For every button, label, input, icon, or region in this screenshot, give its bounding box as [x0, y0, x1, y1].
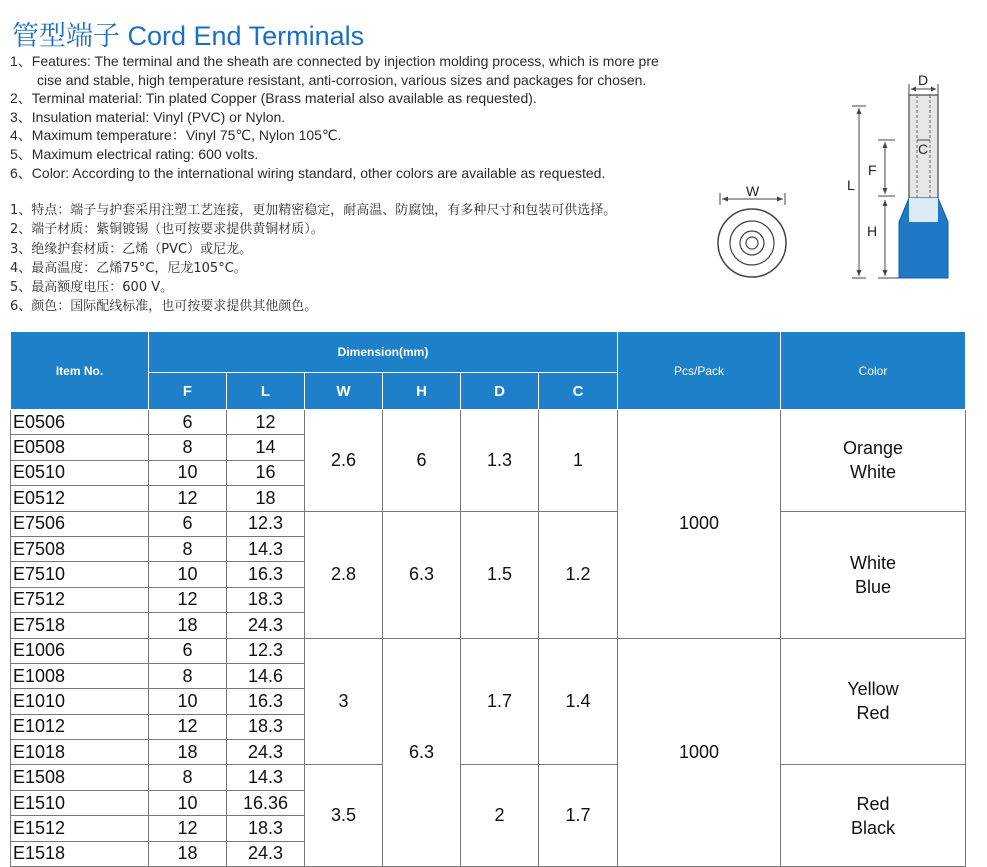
cell-f: 12 [149, 714, 227, 739]
feature-line-cn: 5、最高额度电压：600 V。 [10, 280, 174, 296]
cell-l: 18 [227, 486, 305, 511]
cell-color: White Blue [781, 511, 966, 638]
cell-f: 18 [149, 740, 227, 765]
cell-l: 18.3 [227, 714, 305, 739]
cell-l: 14.3 [227, 536, 305, 561]
cell-h: 6.3 [383, 638, 461, 867]
header-d: D [461, 373, 539, 410]
cell-d: 1.3 [461, 410, 539, 512]
item-no: E1518 [11, 841, 149, 866]
cell-f: 8 [149, 765, 227, 790]
cell-c: 1.7 [539, 765, 618, 867]
cell-h: 6.3 [383, 511, 461, 638]
header-dimension: Dimension(mm) [149, 332, 618, 373]
label-l: L [847, 177, 855, 193]
cell-f: 6 [149, 511, 227, 536]
feature-line-cn: 4、最高温度：乙烯75°C，尼龙105°C。 [10, 260, 247, 276]
item-no: E7510 [11, 562, 149, 587]
cell-w: 3 [305, 638, 383, 765]
item-no: E0506 [11, 410, 149, 435]
cell-f: 12 [149, 816, 227, 841]
cell-l: 16.3 [227, 689, 305, 714]
cell-c: 1 [539, 410, 618, 512]
cell-f: 10 [149, 790, 227, 815]
cell-color: Orange White [781, 410, 966, 512]
cell-l: 12 [227, 410, 305, 435]
cell-f: 8 [149, 536, 227, 561]
label-f: F [868, 162, 877, 178]
cell-color: Yellow Red [781, 638, 966, 765]
header-h: H [383, 373, 461, 410]
cell-c: 1.2 [539, 511, 618, 638]
item-no: E1512 [11, 816, 149, 841]
cell-l: 18.3 [227, 587, 305, 612]
cell-l: 12.3 [227, 511, 305, 536]
front-view-diagram [718, 183, 786, 277]
feature-line: 1、Features: The terminal and the sheath are connected by injection molding process, which is more pre [10, 53, 659, 69]
label-w: W [746, 183, 760, 199]
header-f: F [149, 373, 227, 410]
cell-f: 8 [149, 663, 227, 688]
item-no: E0510 [11, 460, 149, 485]
specification-table [10, 331, 966, 867]
item-no: E1008 [11, 663, 149, 688]
cell-l: 14.3 [227, 765, 305, 790]
cell-l: 16.3 [227, 562, 305, 587]
feature-line: 5、Maximum electrical rating: 600 volts. [10, 145, 259, 162]
cell-color: Red Black [781, 765, 966, 867]
item-no: E1508 [11, 765, 149, 790]
table-row [11, 511, 966, 536]
header-item-no: Item No. [11, 332, 149, 410]
cell-l: 16.36 [227, 790, 305, 815]
item-no: E1510 [11, 790, 149, 815]
item-no: E1012 [11, 714, 149, 739]
cell-c: 1.4 [539, 638, 618, 765]
cell-l: 18.3 [227, 816, 305, 841]
cell-l: 16 [227, 460, 305, 485]
cell-w: 2.6 [305, 410, 383, 512]
cell-pcs-pack: 1000 [618, 638, 781, 867]
cell-f: 8 [149, 435, 227, 460]
item-no: E7518 [11, 613, 149, 638]
label-d: D [918, 72, 929, 88]
label-h: H [867, 223, 878, 239]
table-row [11, 765, 966, 790]
feature-line-continued: cise and stable, high temperature resistant, anti-corrosion, various sizes and packages for chosen. [37, 71, 647, 88]
cell-f: 18 [149, 613, 227, 638]
feature-line: 4、Maximum temperature：Vinyl 75℃, Nylon 105℃. [10, 127, 342, 144]
feature-line-cn: 3、绝缘护套材质：乙烯（PVC）或尼龙。 [10, 241, 253, 257]
feature-line-cn: 1、特点：端子与护套采用注塑工艺连接，更加精密稳定，耐高温、防腐蚀，有多种尺寸和包装可供选择。 [10, 203, 617, 218]
cell-f: 18 [149, 841, 227, 866]
cell-f: 10 [149, 460, 227, 485]
table-row [11, 638, 966, 663]
page-title: 管型端子 Cord End Terminals [12, 21, 365, 51]
feature-line-cn: 6、颜色：国际配线标准，也可按要求提供其他颜色。 [10, 299, 318, 315]
cell-f: 10 [149, 689, 227, 714]
cell-d: 1.5 [461, 511, 539, 638]
cell-f: 6 [149, 638, 227, 663]
item-no: E7506 [11, 511, 149, 536]
table-row [11, 410, 966, 435]
cell-h: 6 [383, 410, 461, 512]
header-c: C [539, 373, 618, 410]
label-c: C [918, 141, 929, 157]
cell-l: 24.3 [227, 613, 305, 638]
cell-l: 14.6 [227, 663, 305, 688]
cell-w: 3.5 [305, 765, 383, 867]
feature-line: 6、Color: According to the international wiring standard, other colors are available as requested. [10, 164, 606, 181]
header-w: W [305, 373, 383, 410]
side-view-diagram [847, 72, 948, 278]
cell-f: 12 [149, 587, 227, 612]
cell-f: 12 [149, 486, 227, 511]
header-pcs-pack: Pcs/Pack [618, 332, 781, 410]
cell-l: 24.3 [227, 740, 305, 765]
item-no: E1018 [11, 740, 149, 765]
terminal-diagram [0, 0, 987, 330]
cell-f: 6 [149, 410, 227, 435]
item-no: E0512 [11, 486, 149, 511]
item-no: E0508 [11, 435, 149, 460]
header-color: Color [781, 332, 966, 410]
cell-w: 2.8 [305, 511, 383, 638]
feature-line: 3、Insulation material: Vinyl (PVC) or Nylon. [10, 108, 286, 125]
item-no: E1010 [11, 689, 149, 714]
cell-f: 10 [149, 562, 227, 587]
cell-l: 14 [227, 435, 305, 460]
item-no: E7508 [11, 536, 149, 561]
feature-line-cn: 2、端子材质：紫铜镀锡（也可按要求提供黄铜材质）。 [10, 222, 324, 238]
cell-d: 2 [461, 765, 539, 867]
header-l: L [227, 373, 305, 410]
item-no: E7512 [11, 587, 149, 612]
cell-l: 24.3 [227, 841, 305, 866]
cell-d: 1.7 [461, 638, 539, 765]
item-no: E1006 [11, 638, 149, 663]
cell-l: 12.3 [227, 638, 305, 663]
cell-pcs-pack: 1000 [618, 410, 781, 639]
feature-line: 2、Terminal material: Tin plated Copper (Brass material also available as requested). [10, 90, 537, 107]
